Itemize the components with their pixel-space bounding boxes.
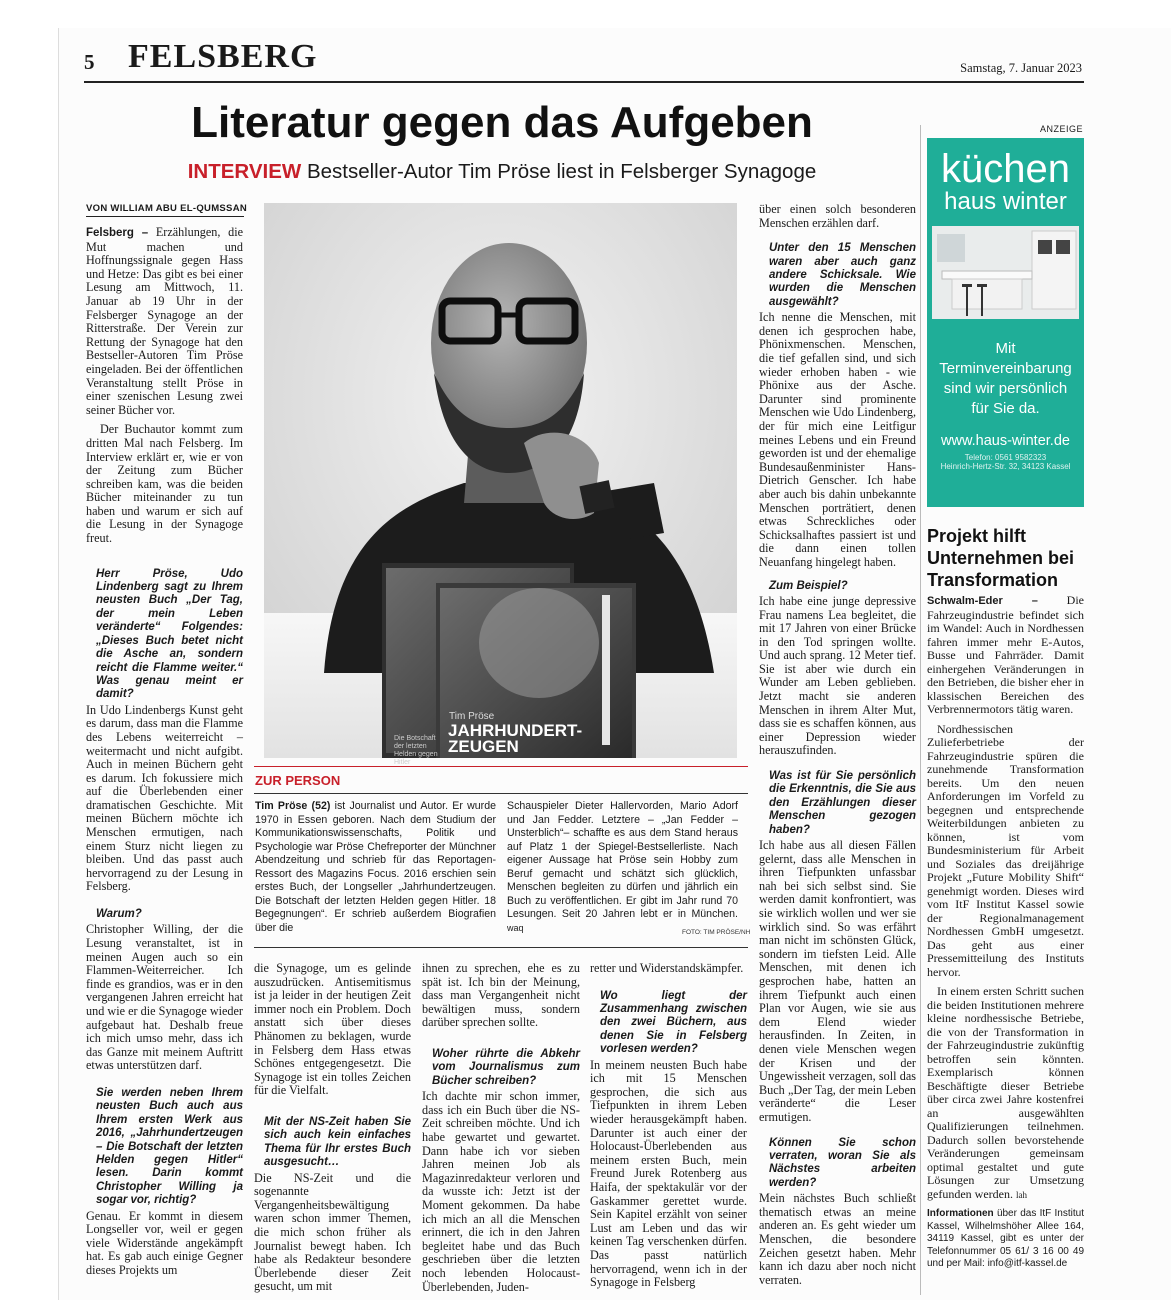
ad-line-3: sind wir persönlich — [943, 380, 1068, 397]
kitchen-image-icon — [932, 226, 1079, 319]
question: Wo liegt der Zusammenhang zwischen den zwei Büchern, aus denen Sie in Felsberg vorlesen werden? — [600, 989, 747, 1056]
ad-line-2: Terminvereinbarung — [939, 360, 1072, 377]
side-info-text: über das ItF Institut Kassel, Wilhelmshöher Allee 164, 34119 Kassel, gibt es unter der Telefonnummer 05 61/ 3 16 00 49 und per Mail: info@itf-kassel.de — [927, 1208, 1084, 1269]
side-info-label: Informationen — [927, 1208, 994, 1219]
question: Zum Beispiel? — [769, 579, 848, 592]
answer: Ich habe eine junge depressive Frau namens Lea begleitet, die mit 17 Jahren von einer Brücke in den Tod springen wollte. Und auch sprang. 12 Meter tief. Sie ist aber wie durch ein Wunder am Leben geblieben. Jetzt macht sie anderen Menschen in ihrem Alter Mut, dass sie es schaffen können, aus einer Depression wieder herauszufinden. — [759, 593, 916, 758]
byline-rule — [86, 216, 244, 217]
answer-continued: über einen solch besonderen Menschen erzählen darf. — [759, 202, 916, 230]
issue-date: Samstag, 7. Januar 2023 — [960, 61, 1082, 75]
question: Unter den 15 Menschen waren aber auch ganz andere Schicksale. Wie wurden die Menschen ausgewählt? — [769, 242, 916, 308]
side-signature: lah — [1015, 1189, 1027, 1200]
paragraph: Der Buchautor kommt zum dritten Mal nach Felsberg. Im Interview erklärt er, wie er von der Zeitung zum Bücher schreiben kam, was die beiden Bücher miteinander zu tun haben und warum er sich auf die Lesung in der Synagoge freut. — [86, 422, 243, 546]
ad-address: Heinrich-Hertz-Str. 32, 34123 Kassel — [940, 462, 1071, 471]
answer: Genau. Er kommt in diesem Longseller vor, weil er gegen viele Widerstände angekämpft hat. Es gab auch einige Gegner dieses Projekts um — [86, 1208, 243, 1277]
person-box-col-a — [255, 800, 496, 935]
masthead-rule — [84, 81, 1084, 83]
question: Woher rührte die Abkehr vom Journalismus zum Bücher schreiben? — [432, 1047, 580, 1087]
person-name: Tim Pröse (52) — [255, 800, 331, 812]
answer: Christopher Willing, der die Lesung veranstaltet, ist in meinen Augen auch so ein Flammen-Weiterreicher. Ich finde es grandios, was er in den vergangenen Jahren erreicht hat und wie er die Synagoge wieder aufgebaut hat. Deshalb freue ich mich umso mehr, dass ich das Ganze mit meinem Auftritt etwas unterstützen darf. — [86, 922, 243, 1073]
person-box-top-rule — [254, 766, 748, 767]
side-info — [927, 1208, 1084, 1271]
person-box-title: ZUR PERSON — [255, 773, 341, 788]
ad-brand-line-2: haus winter — [944, 188, 1067, 215]
person-text-b: Schauspieler Dieter Hallervorden, Mario Adorf und Jan Fedder. Letztere – „Jan Fedder – Unsterblich“– schaffte es aus dem Stand heraus auf Platz 1 der Spiegel-Bestsellerliste. Nach eigener Aussage hat Pröse sein Hobby zum Beruf gemacht und schätzt sich glücklich, Menschen begleiten zu dürfen und jährlich ein Buch zu veröffentlichen. Er gibt im Jahr rund 70 Lesungen. Seit 20 Jahren lebt er in München. — [507, 800, 738, 920]
person-box-signature: waq — [507, 922, 524, 933]
subheadline-row — [84, 160, 920, 184]
intro-text: Erzählungen, die Mut machen und Hoffnungssignale gegen Hass und Hetze: Das gibt es bei einer Lesung am Mittwoch, 11. Januar ab 19 Uhr in der Felsberger Synagoge an der Ritterstraße. Der Verein zur Rettung der Synagoge hat den Bestseller-Autoren Tim Pröse eingeladen. Bei der öffentlichen Veranstaltung stellt Pröse in einer szenischen Lesung zwei seiner Bücher vor. — [86, 225, 243, 417]
person-box-bottom-rule — [254, 947, 748, 948]
ad-phone: Telefon: 0561 9582323 — [964, 453, 1047, 462]
answer: Mein nächstes Buch schließt thematisch etwas an meine anderen an. Es geht wieder um Menschen, die besondere Zeichen gesetzt haben. Mehr kann ich dazu aber noch nicht verraten. — [759, 1191, 916, 1287]
dateline: Felsberg – — [86, 227, 149, 239]
side-text-3: In einem ersten Schritt suchen die beiden Institutionen mehrere kleine nordhessische Betriebe, die von der Transformation in der Fahrzeugindustrie zukünftig betroffen sein könnten. Exemplarisch können Beschäftigte dieser Betriebe über circa zwei Jahre kostenfrei an ausgewählten Qualifizierungen teilnehmen. Dadurch sollen bevorstehende Veränderungen gemeinsam optimal gestaltet und gute Lösungen zur Umsetzung gefunden werden. — [927, 984, 1084, 1201]
ad-label: ANZEIGE — [1040, 124, 1084, 134]
subheadline: Bestseller-Autor Tim Pröse liest in Felsberger Synagoge — [306, 160, 817, 183]
book-subtitle: Die Botschaft der letzten Helden gegen Hitler — [394, 735, 438, 766]
side-paragraph-2: Nordhessischen Zulieferbetriebe der Fahrzeugindustrie spüren die zunehmende Transformation bereits. Um den neuen Anforderungen im Vorfeld zu begegnen und entsprechende Weiterbildungen anbieten zu können, ist vom Bundesministerium für Arbeit und Soziales das dreijährige Projekt „Future Mobility Shift“ genehmigt worden. Dieses wird vom ItF Institut Kassel sowie der Regionalmanagement Nordhessen GmbH umgesetzt. Das geht aus einer Pressemitteilung des Instituts hervor. — [927, 721, 1084, 979]
person-box-col-b — [507, 800, 738, 935]
kitchen-ad[interactable] — [927, 138, 1084, 507]
photo-credit: FOTO: TIM PRÖSE/NH — [682, 929, 751, 936]
side-article-headline: Projekt hilft Unternehmen bei Transformation — [927, 526, 1075, 590]
ad-line-4: für Sie da. — [971, 400, 1040, 417]
person-text-a: ist Journalist und Autor. Er wurde 1970 in Essen geboren. Nach dem Studium der Kommunikationswissenschafts, Politik und Psychologie war Pröse Chefreporter der Münchner Abendzeitung und schrieb für das Reportagen-Ressort des Magazins Focus. 2016 erschien sein erstes Buch, der Longseller „Jahrhundertzeugen. Die Botschaft der letzten Helden gegen Hitler. 18 Begegnungen“. Er schrieb außerdem Biografien über die — [255, 800, 496, 934]
ad-brand-line-1: küchen — [941, 147, 1070, 191]
side-dateline: Schwalm-Eder – — [927, 595, 1038, 607]
side-paragraph-3 — [927, 985, 1084, 1202]
question: Was ist für Sie persönlich die Erkenntnis, die Sie aus den Erzählungen dieser Menschen gezogen haben? — [769, 770, 916, 836]
question: Können Sie schon verraten, woran Sie als Nächstes arbeiten werden? — [769, 1136, 916, 1189]
author-photo — [264, 203, 737, 766]
answer: Ich dachte mir schon immer, dass ich ein Buch über die NS-Zeit schreiben möchte. Und ich habe gewartet und gewartet. Dann habe ich vor sieben Jahren meinen Job als Magazinredakteur verloren und da wusste ich: Jetzt ist der Moment gekommen. Da habe ich mich an all die Menschen erinnert, die ich in den Jahren begleitet habe und das Buch geschrieben über die letzten noch lebenden Holocaust-Überlebenden, Juden- — [422, 1089, 580, 1294]
question: Herr Pröse, Udo Lindenberg sagt zu Ihrem neusten Buch „Der Tag, der mein Leben veränderte“ Folgendes: „Dieses Buch betet nicht die Asche an, sondern reicht die Flamme weiter.“ Was genau meint er damit? — [96, 567, 243, 701]
question: Warum? — [96, 908, 142, 921]
side-paragraph-1 — [927, 594, 1084, 717]
side-text-1: Die Fahrzeugindustrie befindet sich im Wandel: Auch in Nordhessen fahren immer mehr E-Autos, Busse und Fahrräder. Damit einhergehen Veränderungen in den Betrieben, die bisher eher in klassischen Bereichen des Verbrennermotors tätig waren. — [927, 593, 1084, 716]
column-separator — [920, 125, 921, 1295]
answer-continued: die Synagoge, um es gelinde auszudrücken. Antisemitismus ist ja leider in der heutigen Zeit immer noch ein Problem. Doch anstatt sich über dieses Phänomen zu beklagen, wurde in Felsberg dem Hass etwas Schönes entgegengesetzt. Die Synagoge ist ein tolles Zeichen für die Vielfalt. — [254, 961, 411, 1098]
kitchen-photo — [932, 226, 1079, 319]
column-3 — [422, 962, 580, 1300]
section-title: FELSBERG — [128, 38, 318, 75]
answer-continued: retter und Widerstandskämpfer. — [590, 961, 744, 975]
ad-line-1: Mit — [995, 340, 1016, 357]
column-4 — [590, 962, 747, 1296]
answer: Ich habe aus all diesen Fällen gelernt, dass alle Menschen in ihren Tiefpunkten unfassbar nah bei sich selbst sind. Sie werden damit konfrontiert, was sie wirklich wollen und wer sie wirklich sind. So was erfährt man nicht im schönsten Glück, sondern im tiefsten Leid. Alle Menschen, mit denen ich gesprochen habe, hatten an ihrem Tiefpunkt auch einen Plan vor Augen, wie sie aus dem Elend wieder herausfinden. In Zeiten, in denen viele Menschen wegen der Krisen und der Ungewissheit verzagen, soll das Buch „Der Tag, der mein Leben veränderte“ die Leser ermutigen. — [759, 838, 916, 1124]
page-number: 5 — [84, 50, 95, 74]
answer: Die NS-Zeit und die sogenannte Vergangenheitsbewältigung waren schon immer Themen, die mich schon früher als Journalist bewegt haben. Ich habe als Redakteur besondere Überlebende dieser Zeit gesucht, um mit — [254, 1170, 411, 1294]
portrait-illustration — [264, 203, 737, 758]
question: Sie werden neben Ihrem neusten Buch auch aus Ihrem ersten Werk aus 2016, „Jahrhundertzeugen – Die Botschaft der letzten Helden gegen Hitler“ lesen. Darin kommt Christopher Willing ja sogar vor, richtig? — [96, 1086, 243, 1207]
side-article — [927, 594, 1084, 1271]
answer-continued: ihnen zu sprechen, ehe es zu spät ist. Ich bin der Meinung, dass man Vergangenheit nicht bewältigen muss, sondern darüber sprechen sollte. — [422, 961, 580, 1030]
ad-url[interactable]: www.haus-winter.de — [941, 433, 1070, 449]
column-2 — [254, 962, 411, 1300]
answer: Ich nenne die Menschen, mit denen ich gesprochen habe, Phönixmenschen. Menschen, die tief gefallen sind, und sich wieder erhoben haben - wie Phönixe aus der Asche. Darunter sind prominente Menschen wie Udo Lindenberg, der für mich eine Leitfigur meines Lebens und ein Freund geworden ist und der ehemalige Bundesaußenminister Hans-Dietrich Genscher. Ich habe aber auch bis dahin unbekannte Menschen porträtiert, denen etwas Schreckliches oder Schicksalhaftes passiert ist und die dann einen tollen Neuanfang hingelegt haben. — [759, 310, 916, 569]
kicker: INTERVIEW — [187, 160, 302, 183]
question: Mit der NS-Zeit haben Sie sich auch kein einfaches Thema für Ihr erstes Buch ausgesucht… — [264, 1115, 411, 1169]
intro-paragraph — [86, 226, 243, 417]
column-5 — [759, 203, 916, 1293]
book-title: JAHRHUNDERT-ZEUGEN — [448, 721, 583, 756]
person-box-title-rule — [254, 793, 748, 794]
answer: In Udo Lindenbergs Kunst geht es darum, dass man die Flamme des Lebens weiterreicht – weitermacht und nicht aufgibt. Auch in meinen Büchern geht es darum. Ich fokussiere mich auf die Überlebenden einer dramatischen Geschichte. Mit meinen Büchern möchte ich Menschen ermutigen, nach einem Sturz nicht liegen zu bleiben. Und das passt auch hervorragend zu der Lesung in Felsberg. — [86, 702, 243, 894]
book-author: Tim Pröse — [449, 711, 495, 722]
column-1 — [86, 226, 243, 1284]
headline: Literatur gegen das Aufgeben — [191, 98, 813, 147]
answer: In meinem neusten Buch habe ich mit 15 Menschen gesprochen, die sich aus Tiefpunkten in ihrem Leben wieder herausgekämpft haben. Darunter ist auch einer der Holocaust-Überlebenden aus meinem ersten Buch, mein Freund Jurek Rotenberg aus Haifa, der spektakulär vor der Gaskammer gerettet wurde. Sein Kapitel erzählt von seiner Lust am Leben und das wir keinen Tag verschenken dürfen. Das passt natürlich hervorragend, wenn ich in der Synagoge in Felsberg — [590, 1057, 747, 1290]
byline: VON WILLIAM ABU EL-QUMSSAN — [86, 203, 248, 214]
